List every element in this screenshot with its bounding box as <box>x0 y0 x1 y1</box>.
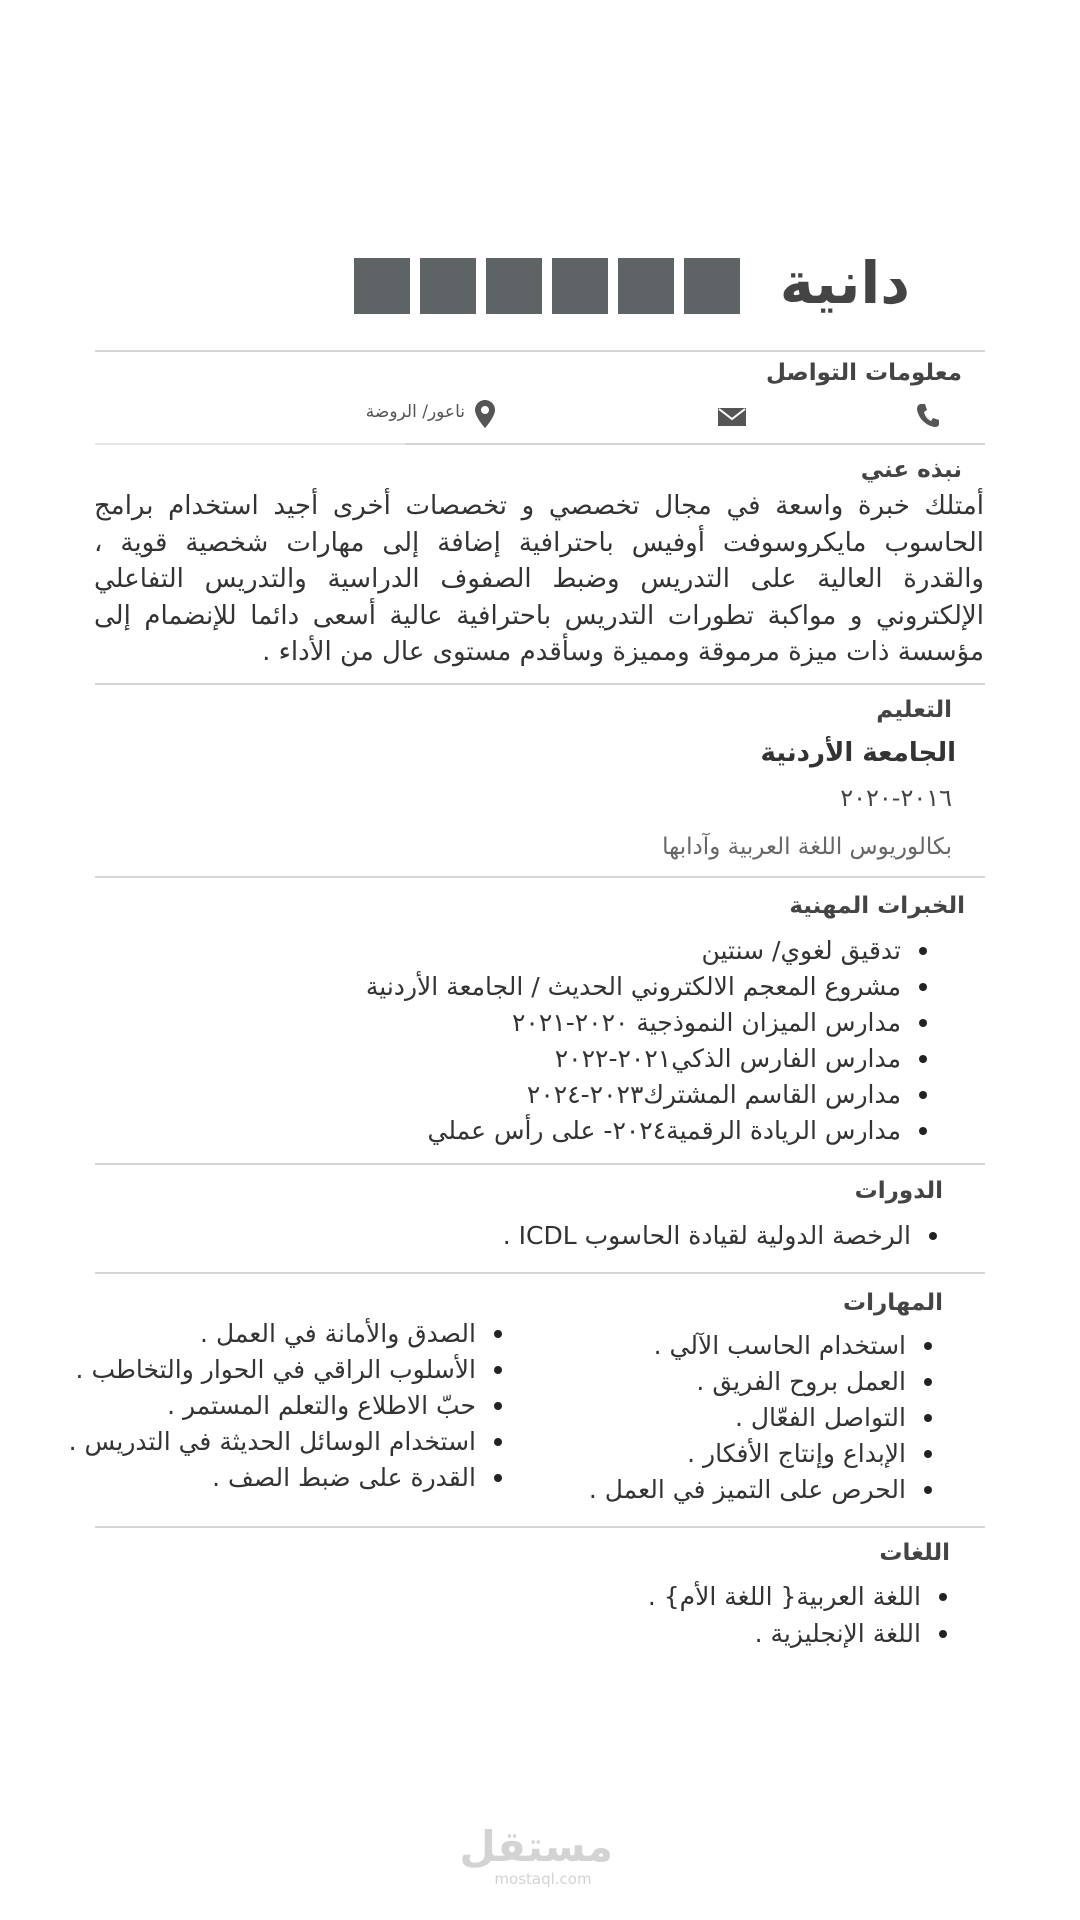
courses-list <box>503 1218 945 1254</box>
email-item[interactable] <box>710 396 750 436</box>
mostaql-watermark <box>459 1822 613 1888</box>
experience-list <box>366 933 935 1149</box>
languages-title: اللغات <box>879 1540 950 1566</box>
degree-name: بكالوريوس اللغة العربية وآدابها <box>662 834 952 860</box>
list-item: استخدام الحاسب الآلي . <box>589 1328 940 1364</box>
list-item: حبّ الاطلاع والتعلم المستمر . <box>69 1388 510 1424</box>
list-item: الرخصة الدولية لقيادة الحاسوب ICDL . <box>503 1218 945 1254</box>
list-item: مدارس الريادة الرقمية٢٠٢٤- على رأس عملي <box>366 1113 935 1149</box>
contact-title: معلومات التواصل <box>766 360 962 386</box>
courses-title: الدورات <box>854 1178 943 1204</box>
list-item: تدقيق لغوي/ سنتين <box>366 933 935 969</box>
envelope-icon <box>718 408 746 430</box>
watermark-brand-en: mostaql.com <box>494 1870 592 1888</box>
about-text: أمتلك خبرة واسعة في مجال تخصصي و تخصصات أخرى أجيد استخدام برامج الحاسوب مايكروسوفت أوفيس باحترافية إضافة إلى مهارات شخصية قوية ، والقدرة العالية على التدريس وضبط الصفوف الدراسية والتدريس التفاعلي الإلكتروني و مواكبة تطورات التدريس باحترافية عالية أسعى دائما للإنضمام إلى مؤسسة ذات ميزة مرموقة ومميزة وسأقدم مستوى عال من الأداء . <box>94 491 984 667</box>
education-years: ٢٠١٦-٢٠٢٠ <box>840 784 952 812</box>
list-item: استخدام الوسائل الحديثة في التدريس . <box>69 1424 510 1460</box>
university-name: الجامعة الأردنية <box>760 738 956 768</box>
list-item: الأسلوب الراقي في الحوار والتخاطب . <box>69 1352 510 1388</box>
divider <box>95 350 985 352</box>
list-item: الحرص على التميز في العمل . <box>589 1472 940 1508</box>
divider <box>95 1526 985 1528</box>
experience-title: الخبرات المهنية <box>789 893 965 919</box>
location-item <box>255 396 495 436</box>
watermark-brand-ar: مستقل <box>459 1822 613 1871</box>
divider <box>95 1163 985 1165</box>
list-item: الصدق والأمانة في العمل . <box>69 1316 510 1352</box>
divider <box>95 876 985 878</box>
list-item: التواصل الفعّال . <box>589 1400 940 1436</box>
redaction-block <box>420 258 476 314</box>
phone-icon <box>916 402 940 432</box>
languages-list <box>648 1578 955 1652</box>
list-item: العمل بروح الفريق . <box>589 1364 940 1400</box>
divider <box>95 443 985 445</box>
list-item: القدرة على ضبط الصف . <box>69 1460 510 1496</box>
redaction-block <box>684 258 740 314</box>
redaction-block <box>552 258 608 314</box>
list-item: مدارس القاسم المشترك٢٠٢٣-٢٠٢٤ <box>366 1077 935 1113</box>
location-pin-icon <box>475 400 495 432</box>
list-item: اللغة الإنجليزية . <box>648 1615 955 1652</box>
redaction-block <box>618 258 674 314</box>
skills-list-right <box>589 1328 940 1508</box>
redaction-block <box>486 258 542 314</box>
list-item: الإبداع وإنتاج الأفكار . <box>589 1436 940 1472</box>
divider <box>95 683 985 685</box>
phone-item[interactable] <box>908 396 948 436</box>
education-title: التعليم <box>876 697 952 723</box>
skills-title: المهارات <box>843 1290 943 1316</box>
person-name: دانية <box>779 249 910 317</box>
about-title: نبذه عني <box>860 457 962 483</box>
list-item: مشروع المعجم الالكتروني الحديث / الجامعة الأردنية <box>366 969 935 1005</box>
location-text: ناعور/ الروضة <box>365 402 465 422</box>
list-item: مدارس الفارس الذكي٢٠٢١-٢٠٢٢ <box>366 1041 935 1077</box>
skills-list-left <box>69 1316 510 1496</box>
divider <box>95 1272 985 1274</box>
list-item: اللغة العربية{ اللغة الأم} . <box>648 1578 955 1615</box>
redaction-block <box>354 258 410 314</box>
name-row <box>270 248 910 318</box>
list-item: مدارس الميزان النموذجية ٢٠٢٠-٢٠٢١ <box>366 1005 935 1041</box>
